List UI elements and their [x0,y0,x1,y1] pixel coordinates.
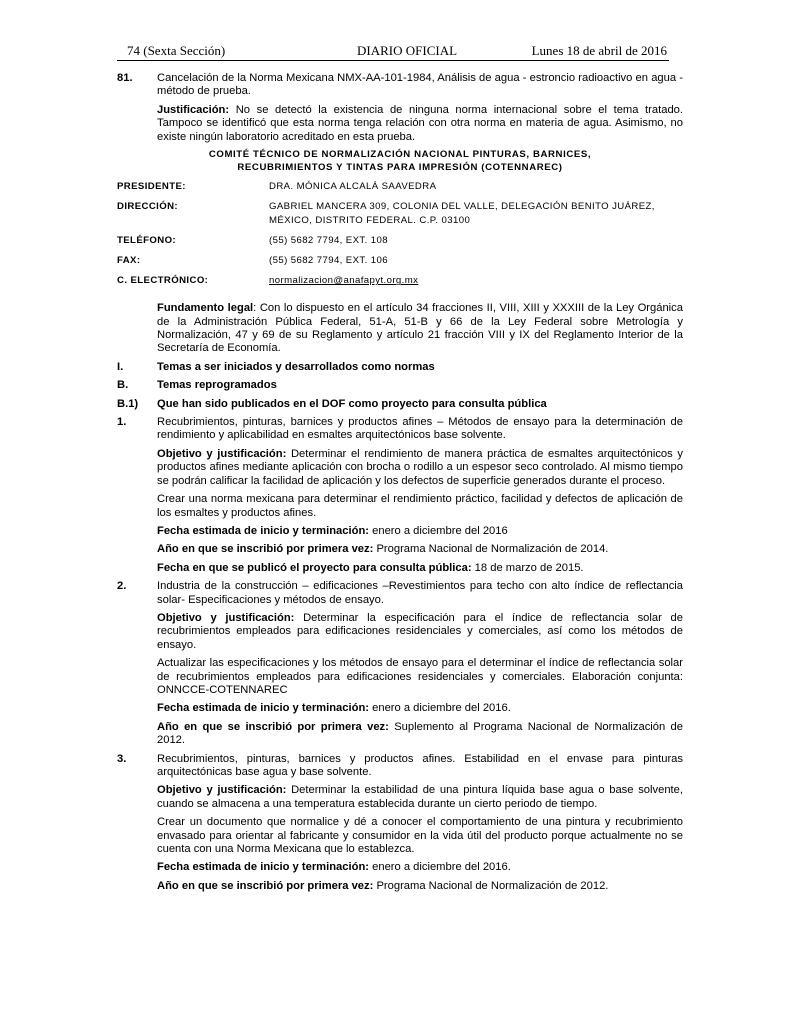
info-row-president [117,180,683,194]
heading-i-text: Temas a ser iniciados y desarrollados como normas [157,360,435,373]
date-label: Fecha estimada de inicio y terminación: [157,861,370,874]
publication-label: Fecha en que se publicó el proyecto para consulta pública: [157,561,472,574]
publication-paragraph [157,562,683,575]
fundamento-paragraph [157,302,683,356]
date-paragraph [157,861,683,874]
item-title: Industria de la construcción – edificaciones –Revestimientos para techo con alto índice de reflectancia solar- Especificaciones y métodos de ensayo. [157,580,683,606]
objective-text: Determinar el rendimiento de manera práctica de esmaltes arquitectónicos y productos afines mediante aplicación con brocha o rodillo a un espesor seco controlado. Al mismo tiempo se podrán calificar la facilidad de aplicación y los defectos de superficie generados durante el proceso. [157,447,683,487]
year-label: Año en que se inscribió por primera vez: [157,543,374,556]
item-1 [117,416,683,443]
fax-label: FAX: [117,255,141,267]
justification-label: Justificación: [157,103,230,116]
year-text: Programa Nacional de Normalización de 2014. [373,543,609,556]
objective-label: Objetivo y justificación: [157,611,295,624]
committee-title [117,149,683,174]
extra-paragraph: Crear un documento que normalice y dé a conocer el comportamiento de una pintura y recubrimiento envasado para orientar al fabricante y consumidor en la vida útil del producto porque actualmente no se cuenta con una Norma Mexicana que lo establezca. [157,816,683,856]
info-row-email [117,274,683,288]
item-81 [117,72,683,99]
committee-line-2: RECUBRIMIENTOS Y TINTAS PARA IMPRESIÓN (COTENNAREC) [237,161,563,173]
header-publication: DIARIO OFICIAL [357,43,458,58]
objective-paragraph [157,784,683,811]
date-text: enero a diciembre del 2016. [369,702,511,715]
heading-i [117,361,683,374]
item-title: Recubrimientos, pinturas, barnices y productos afines. Estabilidad en el envase para pinturas arquitectónicas base agua y base solvente. [157,752,683,778]
phone-value: (55) 5682 7794, EXT. 108 [269,235,388,247]
info-row-address [117,200,683,228]
date-label: Fecha estimada de inicio y terminación: [157,702,370,715]
heading-i-number: I. [117,360,124,373]
heading-b1 [117,398,683,411]
date-paragraph [157,525,683,538]
year-paragraph [157,543,683,556]
date-paragraph [157,702,683,715]
heading-b-text: Temas reprogramados [157,379,277,392]
info-row-fax [117,254,683,268]
item-3 [117,753,683,780]
heading-b1-text: Que han sido publicados en el DOF como proyecto para consulta pública [157,397,547,410]
year-paragraph [157,880,683,893]
extra-paragraph: Crear una norma mexicana para determinar el rendimiento práctico, facilidad y defectos de aplicación de los esmaltes y productos afines. [157,493,683,519]
president-label: PRESIDENTE: [117,181,186,193]
president-value: DRA. MÓNICA ALCALÁ SAAVEDRA [269,181,437,193]
justification-paragraph [157,104,683,144]
objective-text: Determinar la especificación para el índice de reflectancia solar de recubrimientos empleados para edificaciones residenciales y comerciales, así como los métodos de ensayo. [157,611,683,651]
item-number: 3. [117,752,127,765]
objective-paragraph [157,612,683,652]
justification-text: No se detectó la existencia de ninguna norma internacional sobre el tema tratado. Tampoco se identificó que esta norma tenga relación con otra norma en materia de agua. Asimismo, no existe ningún laboratorio acreditado en esta prueba. [157,103,683,143]
phone-label: TELÉFONO: [117,235,177,247]
heading-b1-number: B.1) [117,397,139,410]
year-text: Programa Nacional de Normalización de 2012. [373,879,609,892]
email-label: C. ELECTRÓNICO: [117,275,209,287]
committee-line-1: COMITÉ TÉCNICO DE NORMALIZACIÓN NACIONAL PINTURAS, BARNICES, [208,149,592,161]
objective-text: Determinar la estabilidad de una pintura líquida base agua o base solvente, cuando se almacena a una temperatura establecida durante un cierto periodo de tiempo. [157,784,683,810]
item-2 [117,580,683,607]
publication-text: 18 de marzo de 2015. [471,561,584,574]
email-link[interactable]: normalizacion@anafapyt.org.mx [269,275,419,287]
year-label: Año en que se inscribió por primera vez: [157,879,374,892]
fax-value: (55) 5682 7794, EXT. 106 [269,255,388,267]
objective-paragraph [157,448,683,488]
date-text: enero a diciembre del 2016. [369,861,511,874]
committee-info [117,180,683,288]
item-title: Recubrimientos, pinturas, barnices y productos afines – Métodos de ensayo para la determinación de rendimiento y aplicabilidad en esmaltes arquitectónicos base solvente. [157,416,683,442]
year-label: Año en que se inscribió por primera vez: [157,720,389,733]
page-header [127,43,667,61]
item-number: 2. [117,580,127,593]
year-text: Suplemento al Programa Nacional de Normalización de 2012. [157,720,683,747]
heading-b [117,379,683,392]
address-label: DIRECCIÓN: [117,201,179,213]
header-rule [117,60,669,61]
info-row-phone [117,234,683,248]
page-content [117,72,683,898]
date-label: Fecha estimada de inicio y terminación: [157,524,370,537]
item-number: 81. [117,72,133,84]
fundamento-label: Fundamento legal [157,302,254,315]
year-paragraph [157,721,683,748]
header-page-section: 74 (Sexta Sección) [127,43,226,58]
heading-b-number: B. [117,379,129,392]
item-title: Cancelación de la Norma Mexicana NMX-AA-101-1984, Análisis de agua - estroncio radioactivo en agua - método de prueba. [157,72,683,98]
fundamento-text: : Con lo dispuesto en el artículo 34 fracciones II, VIII, XIII y XXXIII de la Ley Orgánica de la Administración Pública Federal, 51-A, 51-B y 66 de la Ley Federal sobre Metrología y Normalización, 47 y 69 de su Reglamento y artículo 21 fracción VIII y IX del Reglamento Interior de la Secretaría de Economía. [157,302,683,355]
header-date: Lunes 18 de abril de 2016 [531,43,667,58]
address-value: GABRIEL MANCERA 309, COLONIA DEL VALLE, DELEGACIÓN BENITO JUÁREZ, MÉXICO, DISTRITO FEDERAL. C.P. 03100 [269,201,655,227]
extra-paragraph: Actualizar las especificaciones y los métodos de ensayo para el determinar el índice de reflectancia solar de recubrimientos empleados para edificaciones residenciales y comerciales. Elaboración conjunta: ONNCCE-COTENNAREC [157,657,683,696]
date-text: enero a diciembre del 2016 [369,524,508,537]
objective-label: Objetivo y justificación: [157,784,287,797]
objective-label: Objetivo y justificación: [157,447,287,460]
item-number: 1. [117,416,127,429]
